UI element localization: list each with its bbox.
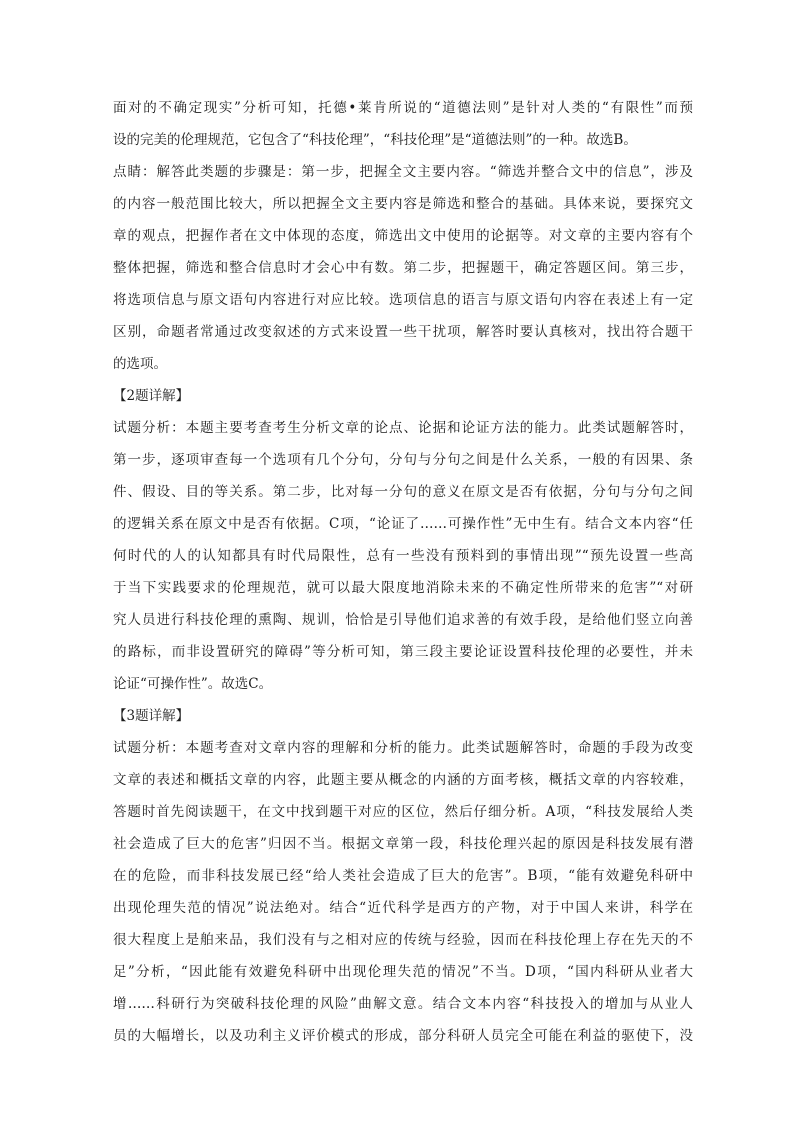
text-line: 点睛：解答此类题的步骤是：第一步，把握全文主要内容。“筛选并整合文中的信息”，涉及	[113, 164, 693, 180]
section-heading: 【3题详解】	[113, 708, 190, 724]
text-line: 件、假设、目的等关系。第二步，比对每一分句的意义在原文是否有依据，分句与分句之间	[113, 484, 693, 500]
text-line: 答题时首先阅读题干，在文中找到题干对应的区位，然后仔细分析。A项，“科技发展给人类	[113, 804, 693, 820]
text-line: 试题分析：本题主要考查考生分析文章的论点、论据和论证方法的能力。此类试题解答时，	[113, 420, 693, 436]
text-line: 出现伦理失范的情况”说法绝对。结合“近代科学是西方的产物，对于中国人来讲，科学在	[113, 900, 693, 916]
text-line: 增……科研行为突破科技伦理的风险”曲解文意。结合文本内容“科技投入的增加与从业人	[113, 996, 693, 1012]
text-line: 的逻辑关系在原文中是否有依据。C项，“论证了……可操作性”无中生有。结合文本内容“任	[113, 516, 693, 532]
text-line: 第一步，逐项审查每一个选项有几个分句，分句与分句之间是什么关系，一般的有因果、条	[113, 452, 693, 468]
text-line: 的路标，而非设置研究的障碍”等分析可知，第三段主要论证设置科技伦理的必要性，并未	[113, 644, 693, 660]
text-line: 于当下实践要求的伦理规范，就可以最大限度地消除未来的不确定性所带来的危害”“对研	[113, 580, 693, 596]
text-line: 试题分析：本题考查对文章内容的理解和分析的能力。此类试题解答时，命题的手段为改变	[113, 740, 693, 756]
text-line: 的内容一般范围比较大，所以把握全文主要内容是筛选和整合的基础。具体来说，要探究文	[113, 196, 693, 212]
text-line: 章的观点，把握作者在文中体现的态度，筛选出文中使用的论据等。对文章的主要内容有个	[113, 228, 693, 244]
text-line: 究人员进行科技伦理的熏陶、规训，恰恰是引导他们追求善的有效手段，是给他们竖立向善	[113, 612, 693, 628]
text-line: 区别，命题者常通过改变叙述的方式来设置一些干扰项，解答时要认真核对，找出符合题干	[113, 324, 693, 340]
text-line: 足”分析，“因此能有效避免科研中出现伦理失范的情况”不当。D项，“国内科研从业者大	[113, 964, 693, 980]
text-line: 很大程度上是舶来品，我们没有与之相对应的传统与经验，因而在科技伦理上存在先天的不	[113, 932, 693, 948]
text-line: 员的大幅增长，以及功利主义评价模式的形成，部分科研人员完全可能在利益的驱使下，没	[113, 1028, 693, 1044]
text-line: 论证“可操作性”。故选C。	[113, 676, 273, 692]
text-line: 何时代的人的认知都具有时代局限性，总有一些没有预料到的事情出现”“预先设置一些高	[113, 548, 693, 564]
text-line: 整体把握，筛选和整合信息时才会心中有数。第二步，把握题干，确定答题区间。第三步，	[113, 260, 693, 276]
text-line: 面对的不确定现实”分析可知，托德•莱肯所说的“道德法则”是针对人类的“有限性”而预	[113, 100, 693, 116]
text-line: 将选项信息与原文语句内容进行对应比较。选项信息的语言与原文语句内容在表述上有一定	[113, 292, 693, 308]
text-line: 在的危险，而非科技发展已经“给人类社会造成了巨大的危害”。B项，“能有效避免科研中	[113, 868, 693, 884]
text-line: 设的完美的伦理规范，它包含了“科技伦理”，“科技伦理”是“道德法则”的一种。故选B。	[113, 132, 637, 148]
text-line: 社会造成了巨大的危害”归因不当。根据文章第一段，科技伦理兴起的原因是科技发展有潜	[113, 836, 693, 852]
text-line: 的选项。	[113, 356, 167, 372]
section-heading: 【2题详解】	[113, 388, 190, 404]
text-line: 文章的表述和概括文章的内容，此题主要从概念的内涵的方面考核，概括文章的内容较难，	[113, 772, 693, 788]
